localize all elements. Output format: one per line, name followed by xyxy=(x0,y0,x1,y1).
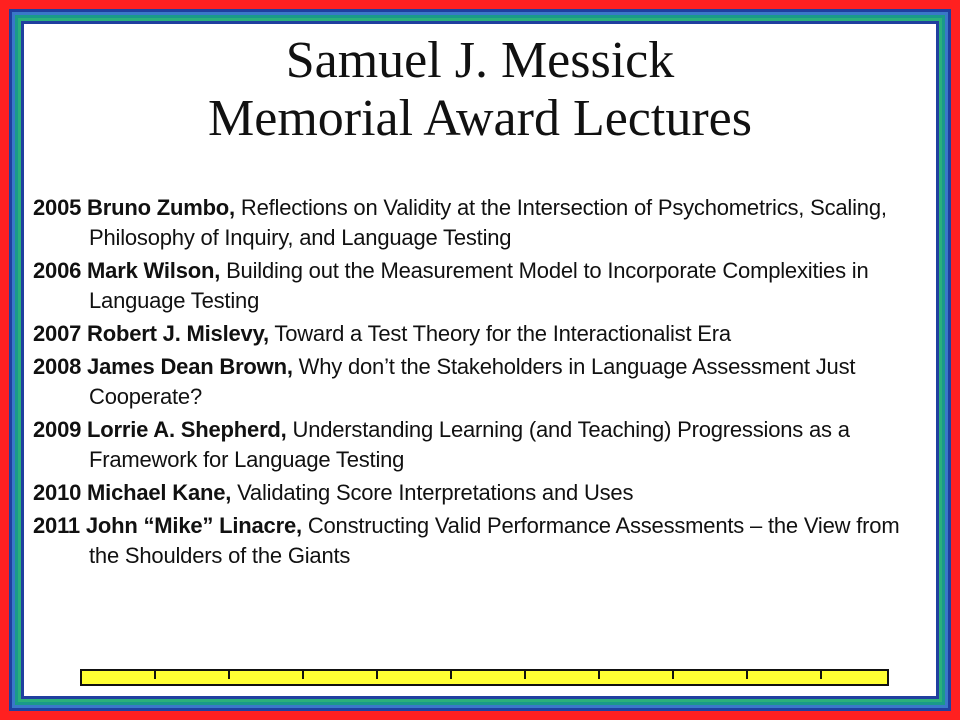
ruler-tick xyxy=(228,671,230,679)
ruler-tick xyxy=(820,671,822,679)
lecture-year-name: 2005 Bruno Zumbo, xyxy=(33,195,235,220)
lecture-entry xyxy=(33,511,923,571)
lecture-title: Validating Score Interpretations and Uses xyxy=(231,480,634,505)
ruler-tick xyxy=(302,671,304,679)
title-line-1: Samuel J. Messick xyxy=(285,32,675,89)
title-line-2: Memorial Award Lectures xyxy=(208,90,752,147)
lecture-entry xyxy=(33,478,923,508)
lecture-title: Why don’t the Stakeholders in Language Assessment Just Cooperate? xyxy=(89,354,856,409)
lecture-year-name: 2006 Mark Wilson, xyxy=(33,258,221,283)
lecture-year-name: 2011 John “Mike” Linacre, xyxy=(33,513,302,538)
lecture-title: Building out the Measurement Model to Incorporate Complexities in Language Testing xyxy=(89,258,869,313)
slide-title xyxy=(24,32,936,148)
lecture-year-name: 2010 Michael Kane, xyxy=(33,480,232,505)
lecture-list xyxy=(33,193,923,574)
lecture-entry xyxy=(33,193,923,253)
lecture-entry xyxy=(33,415,923,475)
lecture-title: Toward a Test Theory for the Interactionalist Era xyxy=(268,321,731,346)
lecture-year-name: 2007 Robert J. Mislevy, xyxy=(33,321,269,346)
lecture-year-name: 2008 James Dean Brown, xyxy=(33,354,293,379)
ruler-tick xyxy=(154,671,156,679)
ruler-tick xyxy=(376,671,378,679)
ruler-tick xyxy=(598,671,600,679)
lecture-year-name: 2009 Lorrie A. Shepherd, xyxy=(33,417,287,442)
ruler-tick xyxy=(524,671,526,679)
lecture-entry xyxy=(33,352,923,412)
lecture-entry xyxy=(33,319,923,349)
ruler-tick xyxy=(672,671,674,679)
lecture-title: Reflections on Validity at the Intersection of Psychometrics, Scaling, Philosophy of Inquiry, and Language Testing xyxy=(89,195,887,250)
ruler-tick xyxy=(450,671,452,679)
decorative-ruler xyxy=(80,669,889,686)
ruler-tick xyxy=(746,671,748,679)
lecture-title: Constructing Valid Performance Assessments – the View from the Shoulders of the Giants xyxy=(89,513,900,568)
lecture-title: Understanding Learning (and Teaching) Progressions as a Framework for Language Testing xyxy=(89,417,850,472)
lecture-entry xyxy=(33,256,923,316)
